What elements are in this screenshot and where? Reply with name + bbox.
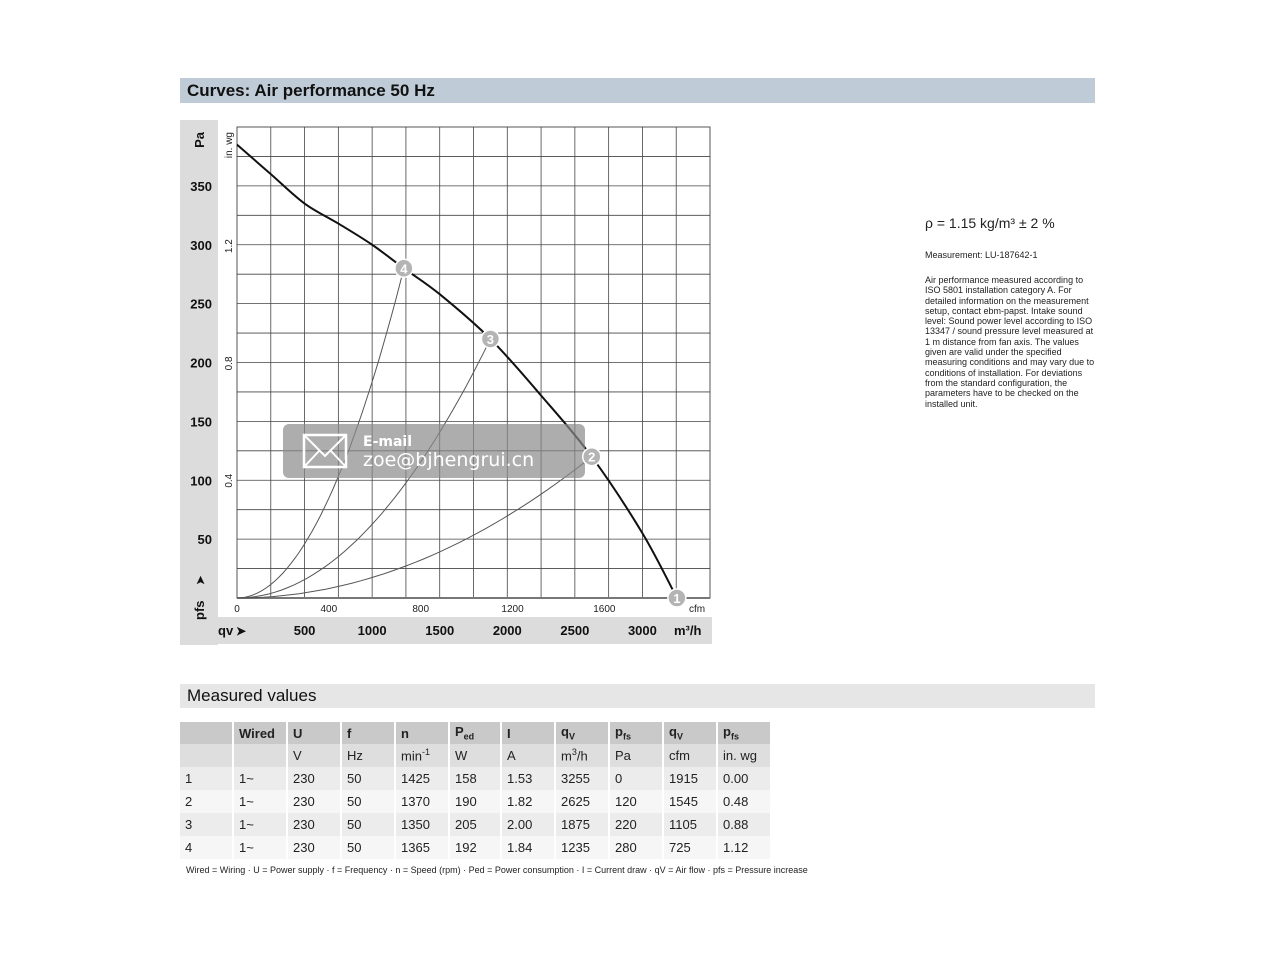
section-title-measured-values: Measured values xyxy=(180,684,1095,708)
x2-tick-label: 400 xyxy=(320,604,338,615)
y-tick-label: 100 xyxy=(190,473,212,489)
column-header: f xyxy=(342,722,394,744)
x2-tick-label: 800 xyxy=(412,604,430,615)
table-cell: 4 xyxy=(180,836,232,859)
table-row xyxy=(180,813,770,836)
watermark-label: E-mail xyxy=(363,434,413,450)
table-cell: 1~ xyxy=(234,813,286,836)
y-axis-label: pfs xyxy=(192,600,207,620)
table-cell: 1545 xyxy=(664,790,716,813)
table-cell: 1.12 xyxy=(718,836,770,859)
column-unit: A xyxy=(502,744,554,767)
column-unit xyxy=(180,744,232,767)
y2-tick-label: 1.2 xyxy=(224,239,235,254)
table-cell: 1875 xyxy=(556,813,608,836)
x2-tick-label: 1600 xyxy=(593,604,616,615)
column-unit: $\min^{-1}$ xyxy=(396,744,448,767)
table-cell: 158 xyxy=(450,767,500,790)
table-cell: 192 xyxy=(450,836,500,859)
table-cell: 1.82 xyxy=(502,790,554,813)
y-tick-label: 300 xyxy=(190,237,212,253)
x-tick-label: 1000 xyxy=(357,623,387,638)
operating-point-label: 2 xyxy=(588,449,596,465)
y-tick-label: 200 xyxy=(190,355,212,371)
column-unit: cfm xyxy=(664,744,716,767)
table-cell: 2 xyxy=(180,790,232,813)
operating-point-label: 3 xyxy=(486,331,495,347)
x-tick-label: 3000 xyxy=(627,623,657,638)
table-cell: 1365 xyxy=(396,836,448,859)
column-header xyxy=(180,722,232,744)
table-cell: 190 xyxy=(450,790,500,813)
table-cell: 50 xyxy=(342,813,394,836)
table-cell: 1.53 xyxy=(502,767,554,790)
y-axis-band xyxy=(180,120,218,645)
column-unit xyxy=(234,744,286,767)
table-cell: 1235 xyxy=(556,836,608,859)
column-header: I xyxy=(502,722,554,744)
x2-unit-label: cfm xyxy=(689,604,706,615)
table-row xyxy=(180,836,770,859)
x-tick-label: 2000 xyxy=(492,623,522,638)
table-cell: 1350 xyxy=(396,813,448,836)
x2-tick-label: 1200 xyxy=(501,604,524,615)
column-header: n xyxy=(396,722,448,744)
column-header: $q_V$ xyxy=(664,722,716,744)
column-unit: W xyxy=(450,744,500,767)
table-cell: 120 xyxy=(610,790,662,813)
table-cell: 1370 xyxy=(396,790,448,813)
x-unit-label: m³/h xyxy=(674,623,702,638)
table-cell: 2625 xyxy=(556,790,608,813)
x-tick-label: 2500 xyxy=(560,623,590,638)
table-cell: 0.48 xyxy=(718,790,770,813)
table-cell: 1425 xyxy=(396,767,448,790)
column-unit: Hz xyxy=(342,744,394,767)
measurement-id: Measurement: LU-187642-1 xyxy=(925,250,1038,260)
x-tick-label: 500 xyxy=(293,623,316,638)
column-header: $q_V$ xyxy=(556,722,608,744)
table-cell: 0.88 xyxy=(718,813,770,836)
operating-point-label: 4 xyxy=(400,261,408,277)
column-header: U xyxy=(288,722,340,744)
air-density: ρ = 1.15 kg/m³ ± 2 % xyxy=(925,215,1055,231)
table-row xyxy=(180,790,770,813)
table-cell: 1915 xyxy=(664,767,716,790)
table-cell: 230 xyxy=(288,790,340,813)
y-tick-label: 150 xyxy=(190,414,212,430)
table-cell: 3 xyxy=(180,813,232,836)
column-unit: $m^3/h$ xyxy=(556,744,608,767)
x-arrow-icon: ➤ xyxy=(236,624,247,638)
table-cell: 1 xyxy=(180,767,232,790)
table-cell: 230 xyxy=(288,813,340,836)
table-cell: 1~ xyxy=(234,836,286,859)
table-cell: 0 xyxy=(610,767,662,790)
measurement-description: Air performance measured according to ISO 5801 installation category A. For detailed information on the measurement setup, contact ebm-papst. Intake sound level: Sound power level according to ISO 13347 / sound pressure level measured at 1 m distance from fan axis. The values given are valid under the specified measuring conditions and may vary due to conditions of installation. For deviations from the standard configuration, the parameters have to be checked on the installed unit. xyxy=(925,275,1095,409)
x2-tick-label: 0 xyxy=(234,604,240,615)
table-cell: 1105 xyxy=(664,813,716,836)
table-row xyxy=(180,767,770,790)
section-title-curves: Curves: Air performance 50 Hz xyxy=(180,78,1095,103)
table-cell: 50 xyxy=(342,836,394,859)
column-header: Wired xyxy=(234,722,286,744)
table-cell: 230 xyxy=(288,767,340,790)
column-unit: Pa xyxy=(610,744,662,767)
table-cell: 1.84 xyxy=(502,836,554,859)
table-cell: 0.00 xyxy=(718,767,770,790)
column-header: $P_{ed}$ xyxy=(450,722,500,744)
column-unit: in. wg xyxy=(718,744,770,767)
y2-unit-label: in. wg xyxy=(224,132,235,159)
y2-tick-label: 0.4 xyxy=(224,473,235,488)
table-cell: 230 xyxy=(288,836,340,859)
y-arrow-icon: ➤ xyxy=(195,575,207,585)
column-header: $p_{fs}$ xyxy=(610,722,662,744)
air-performance-chart xyxy=(180,120,714,646)
watermark-email: zoe@bjhengrui.cn xyxy=(363,449,535,471)
column-unit: V xyxy=(288,744,340,767)
table-cell: 220 xyxy=(610,813,662,836)
table-cell: 50 xyxy=(342,767,394,790)
table-cell: 1~ xyxy=(234,790,286,813)
table-cell: 1~ xyxy=(234,767,286,790)
table-cell: 50 xyxy=(342,790,394,813)
measured-values-table xyxy=(178,722,772,859)
column-header: $p_{fs}$ xyxy=(718,722,770,744)
table-row xyxy=(180,744,770,767)
y2-tick-label: 0.8 xyxy=(224,356,235,371)
y-tick-label: 50 xyxy=(197,532,212,548)
table-cell: 280 xyxy=(610,836,662,859)
table-cell: 725 xyxy=(664,836,716,859)
operating-point-label: 1 xyxy=(673,591,681,606)
table-legend: Wired = Wiring · U = Power supply · f = Frequency · n = Speed (rpm) · Ped = Power consumption · I = Current draw · qV = Air flow · pfs = Pressure increase xyxy=(186,865,808,875)
y-tick-label: 250 xyxy=(190,296,212,312)
x-axis-label: qv xyxy=(218,623,234,638)
table-cell: 205 xyxy=(450,813,500,836)
x-tick-label: 1500 xyxy=(425,623,455,638)
y-tick-label: 350 xyxy=(190,178,212,194)
table-row xyxy=(180,722,770,744)
y-unit-label: Pa xyxy=(192,132,207,148)
table-cell: 2.00 xyxy=(502,813,554,836)
table-cell: 3255 xyxy=(556,767,608,790)
